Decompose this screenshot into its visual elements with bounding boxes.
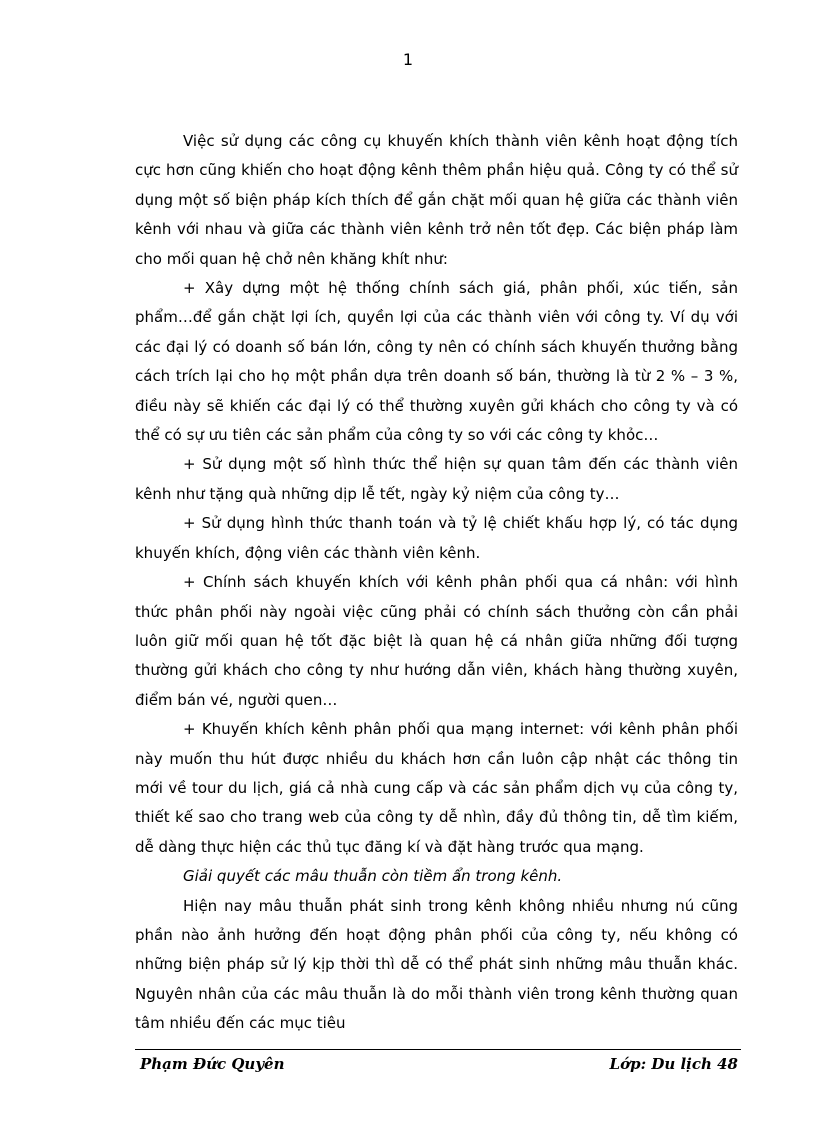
body-text bbox=[135, 127, 738, 1039]
footer-class-info: Lớp: Du lịch 48 bbox=[609, 1055, 738, 1073]
paragraph-conflicts: Hiện nay mâu thuẫn phát sinh trong kênh không nhiều nhưng nú cũng phần nào ảnh hưởng đến hoạt động phân phối của công ty, nếu không có những biện pháp sử lý kịp thời thì dễ có thể phát sinh những mâu thuẫn khác. Nguyên nhân của các mâu thuẫn là do mỗi thành viên trong kênh thường quan tâm nhiều đến các mục tiêu bbox=[135, 896, 738, 1033]
paragraph-internet-channel: + Khuyến khích kênh phân phối qua mạng internet: với kênh phân phối này muốn thu hút được nhiều du khách hơn cần luôn cập nhật các thông tin mới về tour du lịch, giá cả nhà cung cấp và các sản phẩm dịch vụ của công ty, thiết kế sao cho trang web của công ty dễ nhìn, đầy đủ thông tin, dễ tìm kiếm, dễ dàng thực hiện các thủ tục đăng kí và đặt hàng trước qua mạng. bbox=[135, 720, 738, 856]
footer-rule bbox=[135, 1049, 741, 1050]
paragraph-attention: + Sử dụng một số hình thức thể hiện sự quan tâm đến các thành viên kênh như tặng quà những dịp lễ tết, ngày kỷ niệm của công ty… bbox=[135, 455, 738, 503]
paragraph-payment: + Sử dụng hình thức thanh toán và tỷ lệ chiết khấu hợp lý, có tác dụng khuyến khích, động viên các thành viên kênh. bbox=[135, 514, 738, 562]
page-number: 1 bbox=[402, 50, 414, 69]
paragraph-intro: Việc sử dụng các công cụ khuyến khích thành viên kênh hoạt động tích cực hơn cũng khiến cho hoạt động kênh thêm phần hiệu quả. Công ty có thể sử dụng một số biện pháp kích thích để gắn chặt mối quan hệ giữa các thành viên kênh với nhau và giữa các thành viên kênh trở nên tốt đẹp. Các biện pháp làm cho mối quan hệ chở nên khăng khít như: bbox=[135, 132, 738, 268]
paragraph-pricing-policy: + Xây dựng một hệ thống chính sách giá, phân phối, xúc tiến, sản phẩm…để gắn chặt lợi ích, quyền lợi của các thành viên với công ty. Ví dụ với các đại lý có doanh số bán lớn, công ty nên có chính sách khuyến thưởng bằng cách trích lại cho họ một phần dựa trên doanh số bán, thường là từ 2 % – 3 %, điều này sẽ khiến các đại lý có thể thường xuyên gửi khách cho công ty và có thể có sự ưu tiên các sản phẩm của công ty so với các công ty khỏc… bbox=[135, 279, 738, 445]
section-heading: Giải quyết các mâu thuẫn còn tiềm ẩn trong kênh. bbox=[183, 867, 563, 886]
footer-author: Phạm Đức Quyên bbox=[140, 1055, 285, 1073]
paragraph-personal-channel: + Chính sách khuyến khích với kênh phân phối qua cá nhân: với hình thức phân phối này ngoài việc cũng phải có chính sách thưởng còn cần phải luôn giữ mối quan hệ tốt đặc biệt là quan hệ cá nhân giữa những đối tượng thường gửi khách cho công ty như hướng dẫn viên, khách hàng thường xuyên, điểm bán vé, người quen… bbox=[135, 573, 738, 709]
